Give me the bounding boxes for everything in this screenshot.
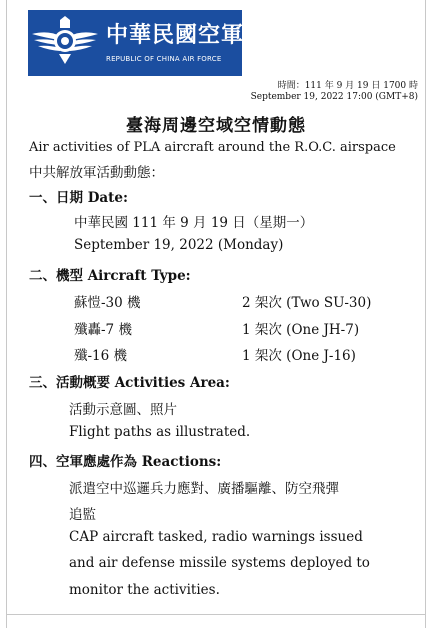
aircraft-count: 2 架次 (Two SU-30) [242, 295, 372, 311]
aircraft-type: 殲轟-7 機 [74, 322, 132, 338]
date-english: September 19, 2022 (Monday) [74, 237, 284, 253]
reactions-english-line-3: monitor the activities. [69, 582, 220, 598]
reactions-chinese-line-2: 追監 [69, 507, 96, 523]
page-border-bottom [6, 614, 426, 615]
logo-name-english: REPUBLIC OF CHINA AIR FORCE [106, 55, 222, 63]
section-aircraft-heading: 二、機型 Aircraft Type: [29, 268, 191, 284]
aircraft-type: 殲-16 機 [74, 348, 128, 364]
timestamp-chinese: 時間：111 年 9 月 19 日 1700 時 [277, 81, 418, 91]
area-english: Flight paths as illustrated. [69, 424, 251, 440]
air-force-emblem-icon [30, 14, 100, 66]
reactions-english-line-1: CAP aircraft tasked, radio warnings issued [69, 529, 363, 545]
section-reactions-heading: 四、空軍應處作為 Reactions: [29, 454, 222, 470]
subtitle-english: Air activities of PLA aircraft around the R.O.C. airspace [29, 140, 396, 155]
subtitle-chinese: 中共解放軍活動動態： [29, 165, 164, 181]
reactions-english-line-2: and air defense missile systems deployed to [69, 555, 370, 571]
aircraft-count: 1 架次 (One JH-7) [242, 322, 360, 338]
reactions-chinese-line-1: 派遣空中巡邏兵力應對、廣播驅離、防空飛彈 [69, 481, 339, 497]
section-area-heading: 三、活動概要 Activities Area: [29, 375, 230, 391]
timestamp-english: September 19, 2022 17:00 (GMT+8) [250, 92, 418, 102]
air-force-logo [28, 10, 245, 76]
page-border-left [6, 0, 7, 628]
area-chinese: 活動示意圖、照片 [69, 402, 177, 418]
section-date-heading: 一、日期 Date: [29, 190, 128, 206]
aircraft-type: 蘇愷-30 機 [74, 295, 141, 311]
aircraft-count: 1 架次 (One J-16) [242, 348, 356, 364]
page-border-right [425, 0, 426, 628]
date-chinese: 中華民國 111 年 9 月 19 日（星期一） [74, 215, 314, 231]
page-title: 臺海周邊空域空情動態 [126, 116, 306, 136]
logo-name-chinese: 中華民國空軍 [106, 23, 245, 48]
